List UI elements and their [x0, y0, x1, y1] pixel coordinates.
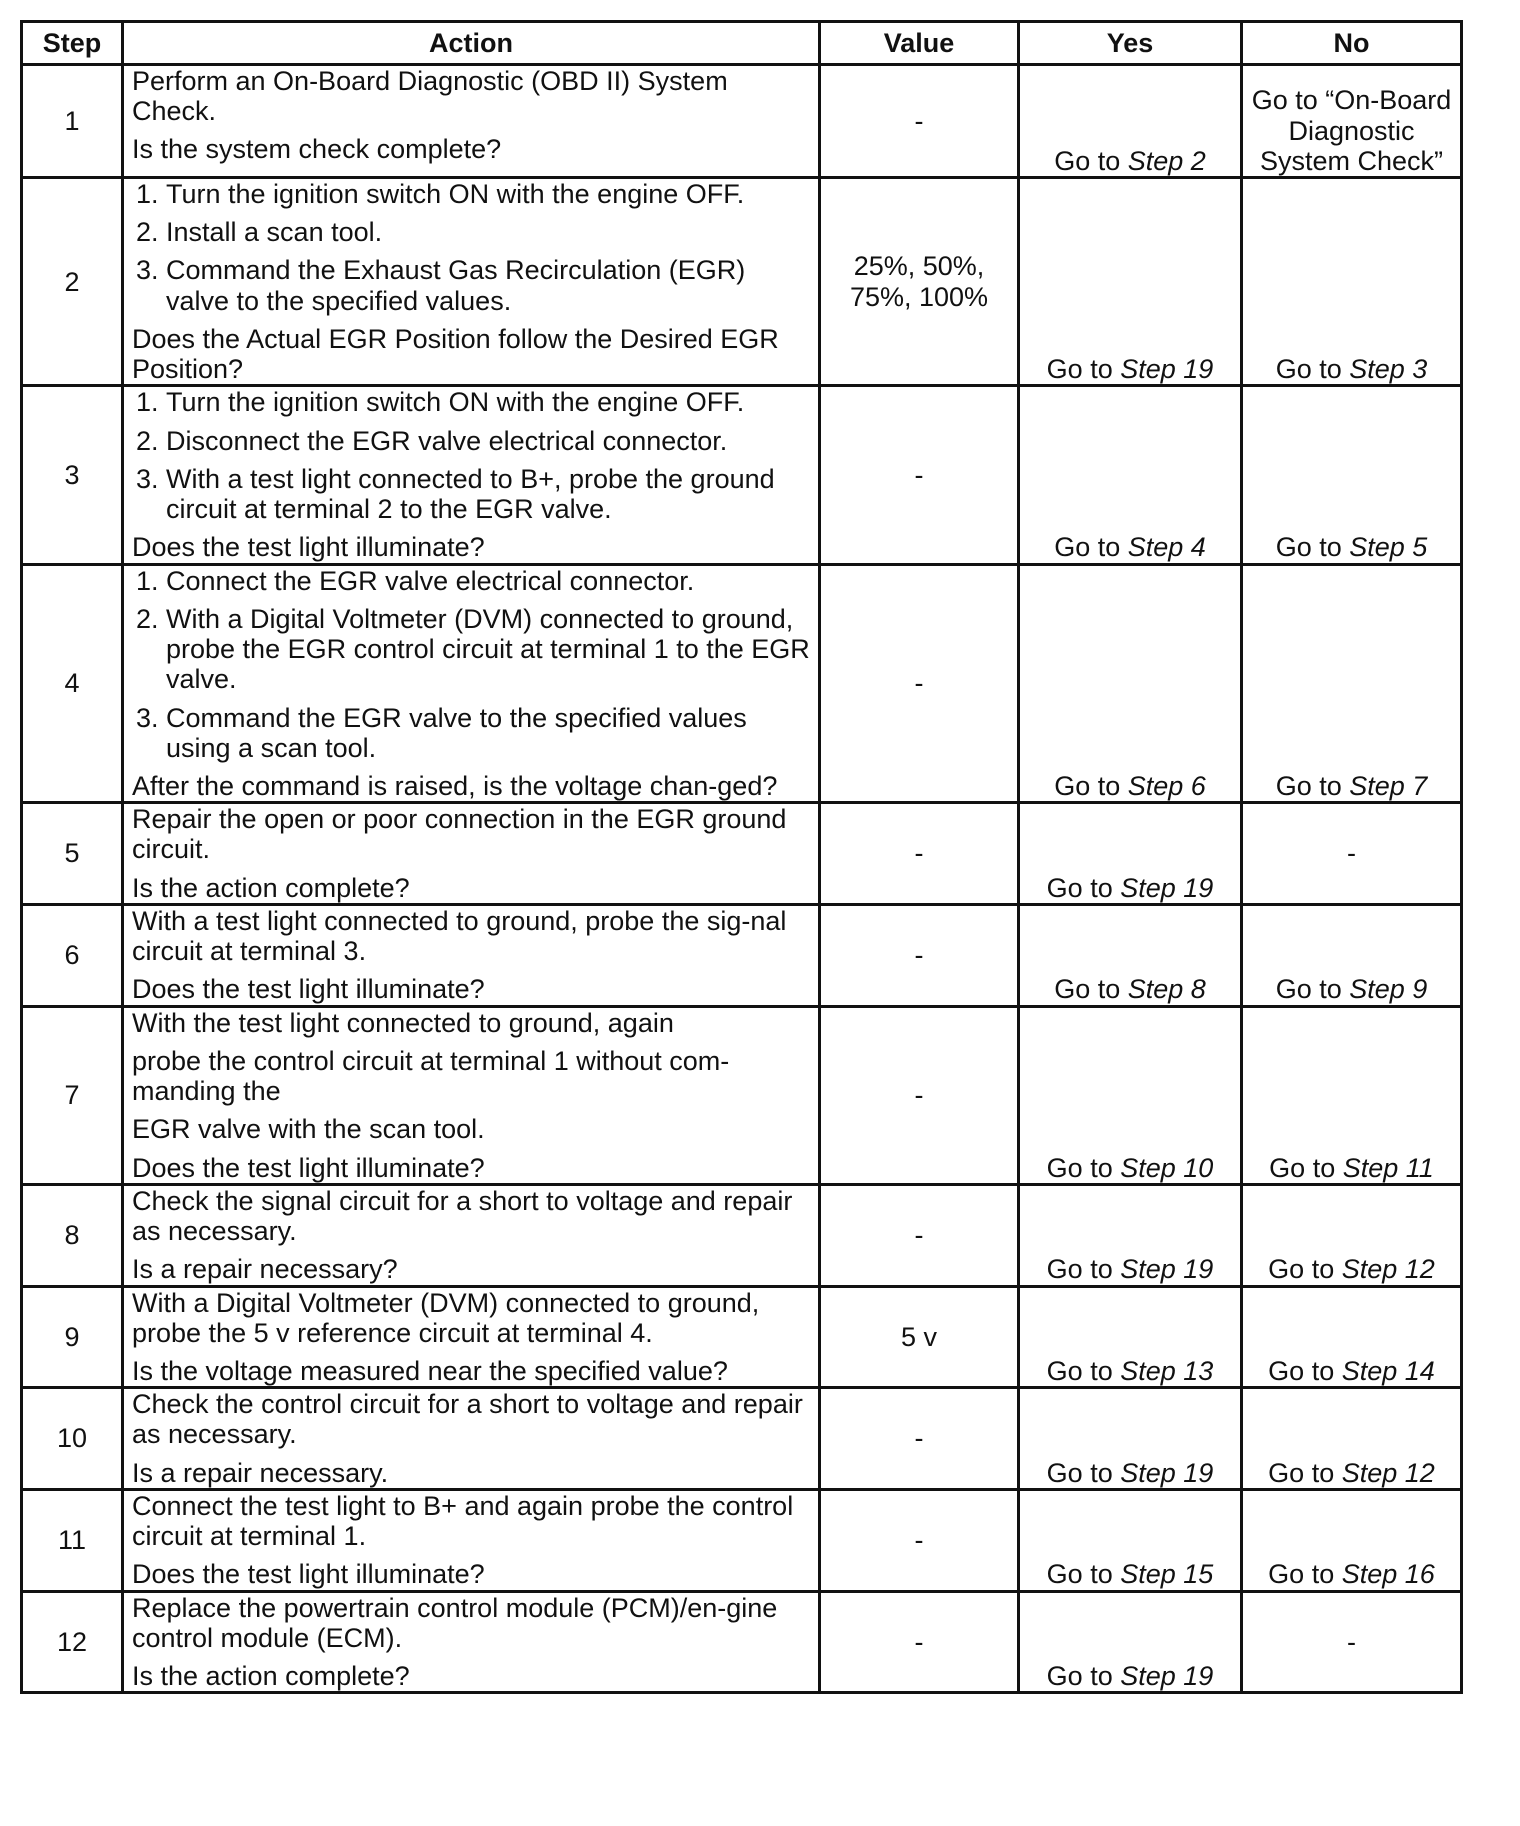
- instruction-item: 3. Command the Exhaust Gas Recirculation (EGR) valve to the specified values.: [166, 255, 810, 315]
- yes-cell-step-ref: Step 6: [1127, 770, 1206, 801]
- yes-cell: [1019, 904, 1242, 1006]
- table-row: [22, 1006, 1462, 1184]
- yes-cell: [1019, 803, 1242, 905]
- no-cell-step-ref: Step 3: [1349, 354, 1428, 385]
- no-cell-prefix: Go to: [1275, 974, 1342, 1005]
- no-cell-step-ref: Step 9: [1349, 974, 1428, 1005]
- no-cell: [1242, 65, 1462, 178]
- no-cell: [1242, 564, 1462, 803]
- instruction-item: 3. With a test light connected to B+, probe the ground circuit at terminal 2 to the EGR valve.: [166, 464, 810, 524]
- yes-cell: [1019, 1006, 1242, 1184]
- instruction-list: [132, 387, 810, 524]
- action-cell: [123, 1388, 820, 1490]
- yes-cell-step-ref: Step 4: [1127, 532, 1206, 563]
- no-cell-prefix: Go to: [1268, 1355, 1335, 1386]
- yes-cell: [1019, 1388, 1242, 1490]
- no-cell-prefix: Go to: [1275, 532, 1342, 563]
- table-row: [22, 803, 1462, 905]
- no-cell: [1242, 1006, 1462, 1184]
- yes-cell-step-ref: Step 13: [1120, 1355, 1214, 1386]
- yes-cell-step-ref: Step 8: [1127, 974, 1206, 1005]
- yes-cell-prefix: Go to: [1046, 872, 1113, 903]
- no-cell-step-ref: Step 5: [1349, 532, 1428, 563]
- action-text: Connect the test light to B+ and again probe the control circuit at terminal 1.: [132, 1490, 794, 1552]
- value-cell: -: [820, 1591, 1019, 1693]
- header-no: No: [1242, 22, 1462, 65]
- action-text: With a test light connected to ground, probe the sig-nal circuit at terminal 3.: [132, 905, 787, 967]
- action-text: probe the control circuit at terminal 1 without com-manding the: [132, 1045, 730, 1107]
- yes-cell-prefix: Go to: [1046, 354, 1113, 385]
- instruction-item: 2. Disconnect the EGR valve electrical connector.: [166, 426, 810, 456]
- instruction-item: 1. Turn the ignition switch ON with the engine OFF.: [166, 179, 810, 209]
- no-cell-step-ref: Step 7: [1349, 770, 1428, 801]
- yes-cell-prefix: Go to: [1046, 1355, 1113, 1386]
- step-number: 6: [22, 904, 123, 1006]
- no-cell-prefix: Go to: [1268, 1559, 1335, 1590]
- no-cell: [1242, 1184, 1462, 1286]
- no-cell-prefix: Go to: [1268, 1457, 1335, 1488]
- no-cell-text: -: [1347, 838, 1356, 869]
- action-text: With the test light connected to ground, again: [132, 1007, 674, 1038]
- value-cell: -: [820, 65, 1019, 178]
- step-number: 9: [22, 1286, 123, 1388]
- instruction-list: [132, 179, 810, 316]
- yes-cell: [1019, 1489, 1242, 1591]
- action-question: Is a repair necessary?: [132, 1254, 398, 1285]
- yes-cell-step-ref: Step 19: [1120, 1254, 1214, 1285]
- action-question: After the command is raised, is the voltage chan-ged?: [132, 770, 778, 801]
- table-row: [22, 1489, 1462, 1591]
- yes-cell-prefix: Go to: [1046, 1457, 1113, 1488]
- instruction-item: 1. Connect the EGR valve electrical connector.: [166, 566, 810, 596]
- header-yes: Yes: [1019, 22, 1242, 65]
- no-cell-prefix: Go to: [1275, 354, 1342, 385]
- action-text: Check the control circuit for a short to voltage and repair as necessary.: [132, 1389, 803, 1450]
- yes-cell-prefix: Go to: [1046, 1661, 1113, 1692]
- value-cell: -: [820, 904, 1019, 1006]
- yes-cell-step-ref: Step 2: [1127, 145, 1206, 176]
- value-cell: -: [820, 803, 1019, 905]
- step-number: 11: [22, 1489, 123, 1591]
- value-cell: -: [820, 1388, 1019, 1490]
- no-cell: [1242, 178, 1462, 386]
- action-question: Is the action complete?: [132, 1661, 410, 1692]
- action-cell: [123, 1184, 820, 1286]
- table-row: [22, 1286, 1462, 1388]
- table-row: [22, 65, 1462, 178]
- action-cell: [123, 904, 820, 1006]
- no-cell-step-ref: Step 16: [1341, 1559, 1435, 1590]
- value-cell: 25%, 50%, 75%, 100%: [820, 178, 1019, 386]
- value-cell: -: [820, 1184, 1019, 1286]
- yes-cell-prefix: Go to: [1054, 145, 1121, 176]
- no-cell: [1242, 1591, 1462, 1693]
- no-cell: [1242, 1286, 1462, 1388]
- yes-cell-prefix: Go to: [1046, 1152, 1113, 1183]
- table-body: [22, 65, 1462, 1693]
- step-number: 5: [22, 803, 123, 905]
- value-cell: -: [820, 1489, 1019, 1591]
- header-row: [22, 22, 1462, 65]
- step-number: 3: [22, 386, 123, 564]
- no-cell: [1242, 904, 1462, 1006]
- diagnostic-table: [20, 20, 1463, 1694]
- no-cell: [1242, 386, 1462, 564]
- no-cell-step-ref: Step 11: [1342, 1152, 1434, 1183]
- header-step: Step: [22, 22, 123, 65]
- no-cell: [1242, 1489, 1462, 1591]
- table-row: [22, 564, 1462, 803]
- yes-cell: [1019, 65, 1242, 178]
- action-text: Repair the open or poor connection in the EGR ground circuit.: [132, 804, 787, 865]
- value-cell: -: [820, 564, 1019, 803]
- value-cell: 5 v: [820, 1286, 1019, 1388]
- action-cell: [123, 65, 820, 178]
- yes-cell-prefix: Go to: [1046, 1559, 1113, 1590]
- action-cell: [123, 1006, 820, 1184]
- action-question: Does the test light illuminate?: [132, 532, 485, 563]
- action-question: Does the test light illuminate?: [132, 1152, 485, 1183]
- yes-cell-step-ref: Step 19: [1120, 354, 1214, 385]
- no-cell-text: Go to “On-Board Diagnostic System Check”: [1251, 85, 1452, 176]
- no-cell-step-ref: Step 12: [1341, 1457, 1435, 1488]
- value-cell: -: [820, 386, 1019, 564]
- action-question: Does the test light illuminate?: [132, 974, 485, 1005]
- action-cell: [123, 1489, 820, 1591]
- action-text: With a Digital Voltmeter (DVM) connected to ground, probe the 5 v reference circuit at terminal 4.: [132, 1287, 760, 1348]
- yes-cell: [1019, 564, 1242, 803]
- step-number: 7: [22, 1006, 123, 1184]
- instruction-item: 2. Install a scan tool.: [166, 217, 810, 247]
- table-row: [22, 904, 1462, 1006]
- table-row: [22, 1591, 1462, 1693]
- yes-cell-prefix: Go to: [1054, 532, 1121, 563]
- instruction-item: 3. Command the EGR valve to the specified values using a scan tool.: [166, 703, 810, 763]
- no-cell-text: -: [1347, 1626, 1356, 1657]
- header-action: Action: [123, 22, 820, 65]
- step-number: 8: [22, 1184, 123, 1286]
- yes-cell-prefix: Go to: [1054, 974, 1121, 1005]
- action-question: Is a repair necessary.: [132, 1457, 389, 1488]
- instruction-item: 1. Turn the ignition switch ON with the engine OFF.: [166, 387, 810, 417]
- yes-cell-prefix: Go to: [1054, 770, 1121, 801]
- action-text: EGR valve with the scan tool.: [132, 1114, 485, 1145]
- yes-cell: [1019, 1184, 1242, 1286]
- yes-cell: [1019, 1286, 1242, 1388]
- instruction-item: 2. With a Digital Voltmeter (DVM) connected to ground, probe the EGR control circuit at terminal 1 to the EGR valve.: [166, 604, 810, 695]
- action-question: Is the system check complete?: [132, 134, 502, 165]
- action-text: Perform an On-Board Diagnostic (OBD II) System Check.: [132, 66, 728, 127]
- value-cell: -: [820, 1006, 1019, 1184]
- table-row: [22, 178, 1462, 386]
- action-question: Does the Actual EGR Position follow the Desired EGR Position?: [132, 323, 779, 385]
- yes-cell-step-ref: Step 19: [1120, 872, 1214, 903]
- yes-cell: [1019, 178, 1242, 386]
- table-row: [22, 1388, 1462, 1490]
- no-cell-step-ref: Step 14: [1341, 1355, 1435, 1386]
- step-number: 2: [22, 178, 123, 386]
- no-cell: [1242, 1388, 1462, 1490]
- action-text: Replace the powertrain control module (PCM)/en-gine control module (ECM).: [132, 1592, 778, 1653]
- action-cell: [123, 178, 820, 386]
- no-cell: [1242, 803, 1462, 905]
- table-row: [22, 1184, 1462, 1286]
- no-cell-step-ref: Step 12: [1341, 1254, 1435, 1285]
- action-cell: [123, 803, 820, 905]
- yes-cell-step-ref: Step 19: [1120, 1661, 1214, 1692]
- table-row: [22, 386, 1462, 564]
- yes-cell-step-ref: Step 19: [1120, 1457, 1214, 1488]
- no-cell-prefix: Go to: [1269, 1152, 1336, 1183]
- step-number: 12: [22, 1591, 123, 1693]
- no-cell-prefix: Go to: [1275, 770, 1342, 801]
- yes-cell: [1019, 386, 1242, 564]
- instruction-list: [132, 566, 810, 763]
- yes-cell-prefix: Go to: [1046, 1254, 1113, 1285]
- yes-cell-step-ref: Step 15: [1120, 1559, 1214, 1590]
- action-cell: [123, 1591, 820, 1693]
- action-text: Check the signal circuit for a short to voltage and repair as necessary.: [132, 1185, 793, 1247]
- action-cell: [123, 1286, 820, 1388]
- action-question: Is the action complete?: [132, 872, 410, 903]
- header-value: Value: [820, 22, 1019, 65]
- yes-cell: [1019, 1591, 1242, 1693]
- action-cell: [123, 564, 820, 803]
- action-question: Is the voltage measured near the specified value?: [132, 1355, 728, 1386]
- no-cell-prefix: Go to: [1268, 1254, 1335, 1285]
- action-cell: [123, 386, 820, 564]
- action-question: Does the test light illuminate?: [132, 1559, 485, 1590]
- step-number: 4: [22, 564, 123, 803]
- yes-cell-step-ref: Step 10: [1120, 1152, 1214, 1183]
- step-number: 1: [22, 65, 123, 178]
- step-number: 10: [22, 1388, 123, 1490]
